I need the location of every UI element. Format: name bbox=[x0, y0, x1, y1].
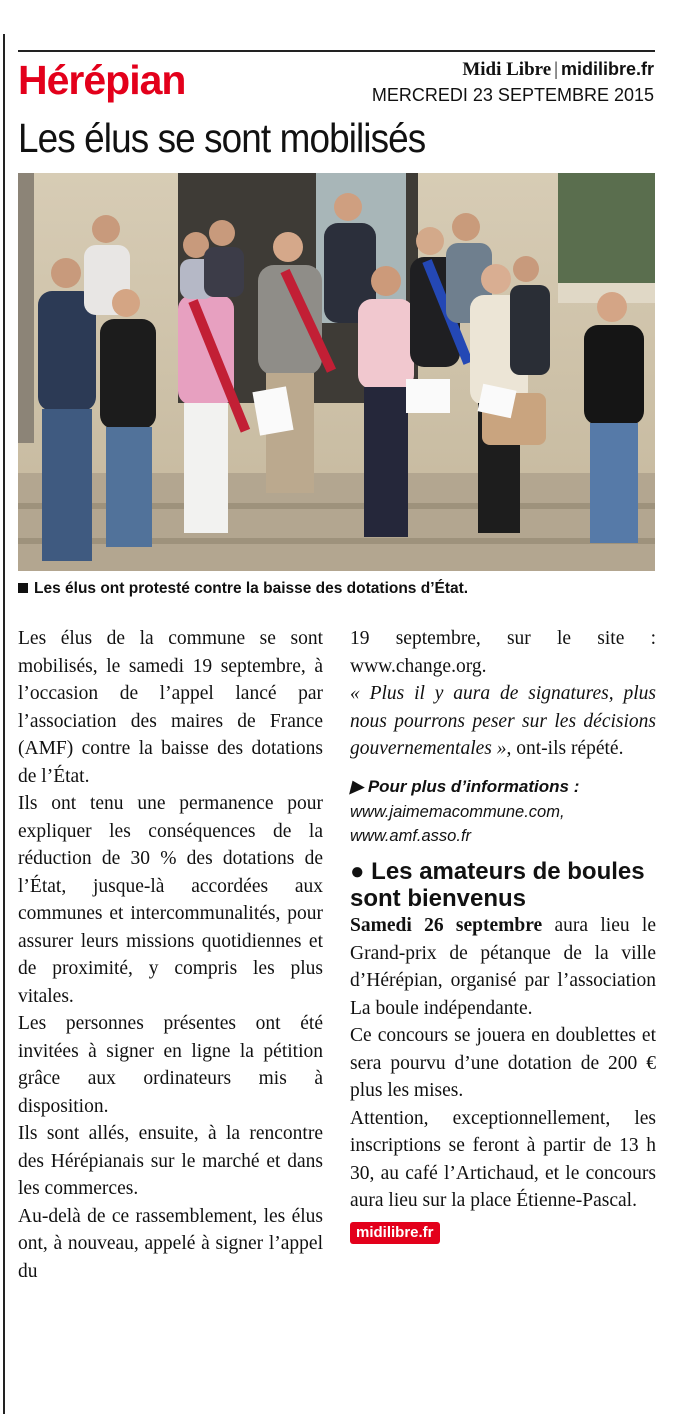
photo-caption-text: Les élus ont protesté contre la baisse des dotations d’État. bbox=[34, 580, 469, 597]
secondary-headline bbox=[350, 858, 656, 912]
info-link-2: www.amf.asso.fr bbox=[350, 827, 472, 845]
secondary-lead-bold: Samedi 26 septembre bbox=[350, 915, 543, 936]
article-photo bbox=[18, 173, 655, 571]
info-link-1: www.jaimemacommune.com, bbox=[350, 803, 565, 821]
commune-title: Hérépian bbox=[18, 57, 186, 103]
newspaper-name bbox=[462, 59, 654, 81]
article-quote-paragraph bbox=[350, 680, 656, 763]
article-column-2 bbox=[350, 625, 656, 1245]
midilibre-logo: midilibre.fr bbox=[350, 1222, 440, 1244]
article-paragraph: 19 septembre, sur le site : www.change.org. bbox=[350, 628, 656, 677]
newspaper-website: midilibre.fr bbox=[560, 59, 654, 79]
article-paragraph: Les personnes présentes ont été invitées à signer en ligne la pétition grâce aux ordinateurs mis à disposition. bbox=[18, 1013, 323, 1117]
article-quote: « Plus il y aura de signatures, plus nous pourrons peser sur les décisions gouvernementales » bbox=[350, 683, 656, 759]
article-paragraph: Ils ont tenu une permanence pour expliquer les conséquences de la réduction de 30 % des dotations de l’État, jusque-là accordées aux communes et intercommunalités, pour assurer leurs missions quotidiennes et de proximité, y compris les plus vitales. bbox=[18, 793, 323, 1007]
info-heading bbox=[350, 773, 656, 801]
caption-bullet-icon bbox=[18, 583, 28, 593]
newspaper-title: Midi Libre bbox=[462, 59, 552, 80]
article-paragraph: Les élus de la commune se sont mobilisés, le samedi 19 septembre, à l’occasion de l’appel lancé par l’association des maires de France (AMF) contre la baisse des dotations de l’État. bbox=[18, 628, 323, 787]
publication-date: MERCREDI 23 SEPTEMBRE 2015 bbox=[371, 85, 654, 105]
article-column-1 bbox=[18, 625, 323, 1285]
header-rule bbox=[18, 50, 655, 52]
arrow-bullet-icon: ▶ bbox=[350, 776, 364, 796]
article-paragraph: Au-delà de ce rassemblement, les élus ont, à nouveau, appelé à signer l’appel du bbox=[18, 1205, 323, 1282]
photo-caption bbox=[18, 580, 468, 598]
dot-bullet-icon: ● bbox=[350, 858, 365, 885]
secondary-lead-paragraph bbox=[350, 912, 656, 1022]
page-margin-line bbox=[3, 34, 5, 1414]
quote-suffix: , ont-ils répété. bbox=[506, 738, 624, 759]
secondary-headline-text: Les amateurs de boules sont bienvenus bbox=[350, 858, 645, 912]
separator: | bbox=[554, 59, 558, 80]
secondary-paragraph: Ce concours se jouera en doublettes et sera pourvu d’une dotation de 200 € plus les mises. bbox=[350, 1025, 656, 1101]
article-paragraph: Ils sont allés, ensuite, à la rencontre des Hérépianais sur le marché et dans les commerces. bbox=[18, 1123, 323, 1199]
secondary-lead-rest: aura lieu le Grand-prix de pétanque de la ville d’Hérépian, organisé par l’association La boule indépendante. bbox=[350, 915, 656, 1019]
secondary-paragraph: Attention, exceptionnellement, les inscriptions se feront à partir de 13 h 30, au café l’Artichaud, et le concours aura lieu sur la place Étienne-Pascal. bbox=[350, 1107, 656, 1211]
info-heading-text: Pour plus d’informations : bbox=[367, 776, 580, 796]
article-headline: Les élus se sont mobilisés bbox=[18, 115, 426, 161]
